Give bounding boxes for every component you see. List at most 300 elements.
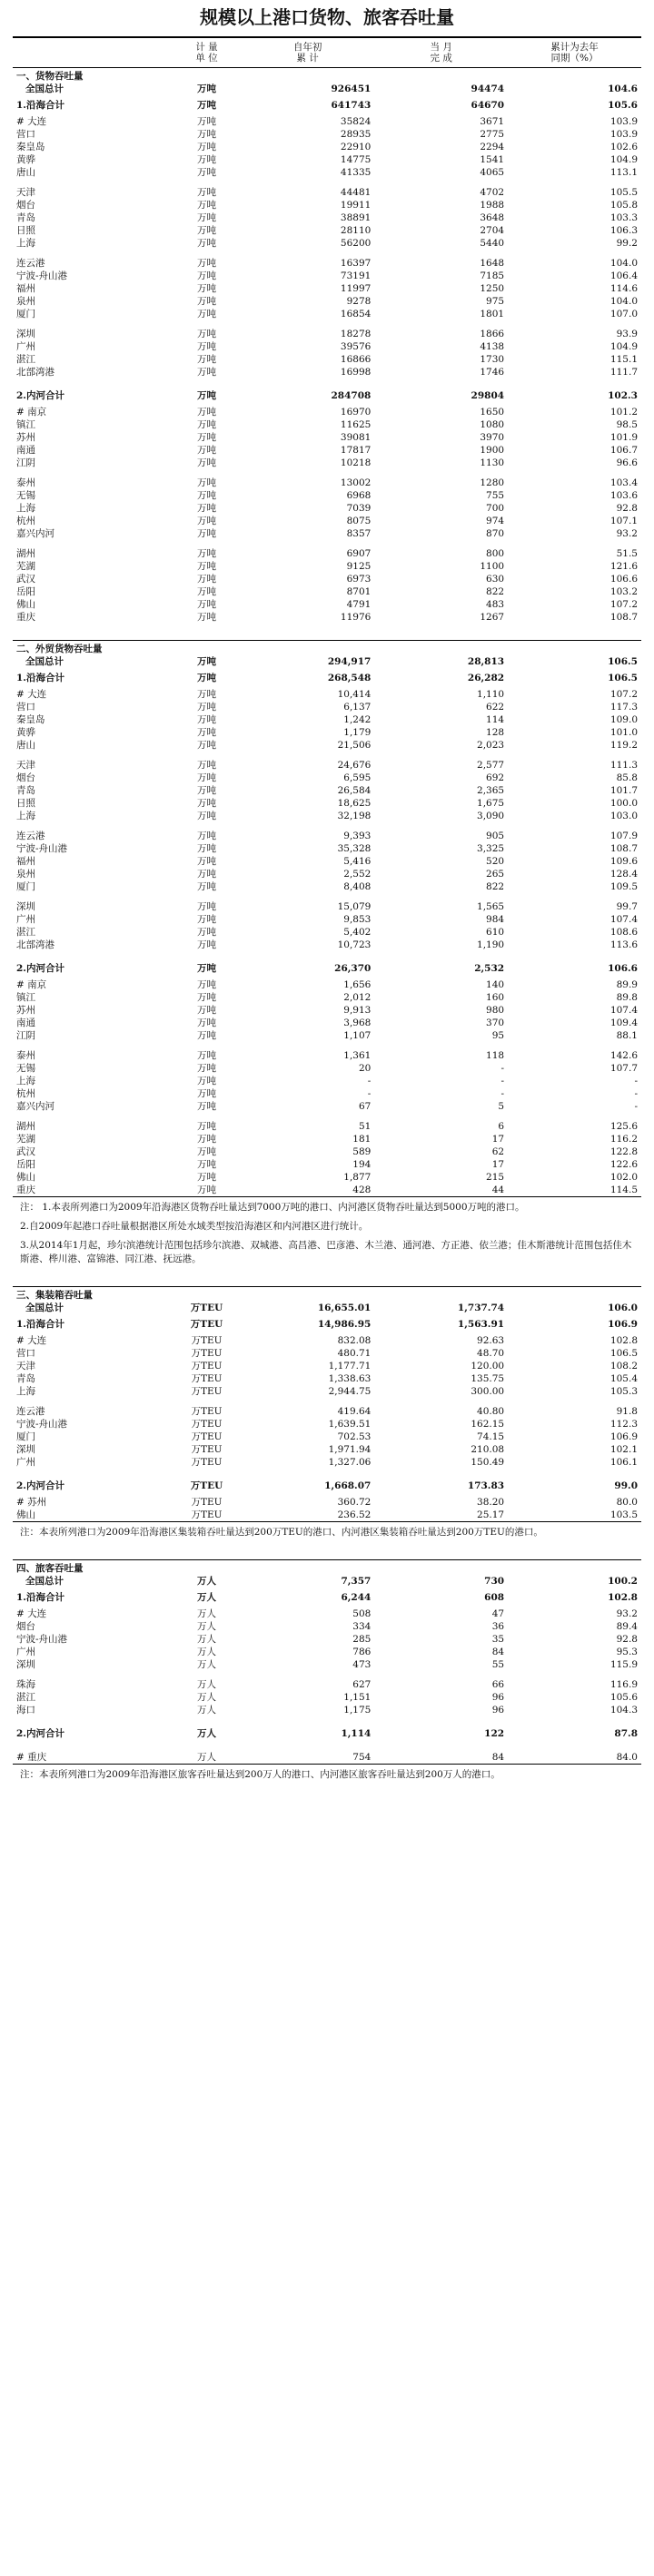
pct-value: 104.3 [609, 1704, 638, 1716]
unit: 万吨 [197, 772, 217, 783]
month-value: 1988 [480, 199, 505, 211]
port-name: 重庆 [16, 1184, 35, 1195]
pct-value: 98.5 [616, 418, 638, 430]
unit: 万人 [197, 1727, 217, 1739]
port-name: 佛山 [16, 598, 35, 610]
ytd-value: 1,175 [343, 1704, 372, 1716]
month-value: 29804 [471, 389, 505, 401]
unit: 万吨 [197, 257, 217, 269]
unit: 万吨 [197, 502, 217, 514]
ytd-value: 5,402 [343, 926, 372, 938]
ytd-value: 32,198 [337, 810, 372, 821]
pct-value: 102.8 [608, 1591, 638, 1603]
group-gap [13, 320, 641, 328]
port-row [13, 328, 641, 340]
header-unit-line2: 单 位 [195, 53, 218, 64]
month-value: 730 [484, 1575, 505, 1587]
pct-value: 106.5 [608, 672, 638, 683]
pct-value: - [634, 1087, 638, 1099]
month-value: 215 [486, 1171, 505, 1183]
port-name: 芜湖 [16, 560, 35, 572]
group-gap [13, 1398, 641, 1405]
pct-value: 128.4 [609, 868, 638, 880]
ytd-value: 1,151 [343, 1691, 372, 1703]
group-gap [13, 822, 641, 830]
port-name: 厦门 [16, 880, 35, 892]
ytd-value: 18,625 [337, 797, 372, 809]
unit: 万吨 [197, 573, 217, 585]
month-value: 1,737.74 [457, 1302, 505, 1313]
pct-value: 125.6 [609, 1120, 638, 1132]
section-title: 四、旅客吞吐量 [13, 1560, 641, 1576]
month-value: 120.00 [471, 1360, 505, 1372]
pct-value: 89.8 [616, 991, 638, 1003]
pct-value: 99.0 [614, 1480, 638, 1491]
port-name: 上海 [16, 502, 35, 514]
header-ytd-line1: 自年初 [292, 42, 322, 53]
unit: 万吨 [197, 560, 217, 572]
port-row [13, 784, 641, 797]
port-name: # 大连 [16, 1608, 47, 1619]
port-name: 北部湾港 [16, 366, 54, 378]
port-name: 全国总计 [25, 83, 64, 94]
port-name: 2.内河合计 [16, 962, 64, 974]
port-row [13, 1087, 641, 1100]
group-gap [13, 951, 641, 959]
port-name: 天津 [16, 186, 35, 198]
ytd-value: 2,944.75 [328, 1385, 372, 1397]
port-row [13, 1334, 641, 1347]
ytd-value: 56200 [340, 237, 372, 249]
unit: 万吨 [197, 308, 217, 320]
ytd-value: 16866 [340, 353, 372, 365]
ytd-value: 9,853 [343, 913, 372, 925]
month-value: 62 [491, 1145, 505, 1157]
port-name: 2.内河合计 [16, 1480, 64, 1491]
port-name: 上海 [16, 1385, 35, 1397]
pct-value: 109.5 [609, 880, 638, 892]
unit: 万TEU [190, 1318, 223, 1330]
month-value: 370 [486, 1017, 505, 1028]
unit: 万TEU [191, 1509, 223, 1520]
gap-cell [13, 1113, 641, 1120]
gap-cell [13, 250, 641, 257]
unit: 万TEU [191, 1347, 223, 1359]
month-value: 2294 [480, 141, 505, 152]
port-row [13, 418, 641, 431]
pct-value: 107.9 [609, 830, 638, 841]
ytd-value: 1,242 [343, 713, 372, 725]
month-value: 135.75 [471, 1372, 505, 1384]
ytd-value: 832.08 [337, 1334, 372, 1346]
month-value: 265 [486, 868, 505, 880]
unit: 万吨 [197, 1100, 217, 1112]
port-row [13, 1633, 641, 1646]
month-value: 630 [486, 573, 505, 585]
port-row [13, 1017, 641, 1029]
port-name: 厦门 [16, 1431, 35, 1442]
pct-value: 106.9 [608, 1318, 638, 1330]
month-value: 160 [486, 991, 505, 1003]
port-name: # 苏州 [16, 1496, 47, 1508]
port-row [13, 1509, 641, 1522]
ytd-value: 419.64 [337, 1405, 372, 1417]
port-name: 深圳 [16, 900, 35, 912]
ytd-value: 28110 [340, 224, 372, 236]
port-row [13, 237, 641, 250]
month-value: 822 [486, 585, 505, 597]
gap-cell [13, 469, 641, 477]
port-name: 福州 [16, 282, 35, 294]
port-row [13, 880, 641, 893]
port-name: 2.内河合计 [16, 389, 64, 401]
port-name: 福州 [16, 855, 35, 867]
ytd-value: 9278 [346, 295, 372, 307]
pct-value: 99.7 [616, 900, 638, 912]
pct-value: 84.0 [616, 1751, 638, 1763]
pct-value: 107.4 [609, 913, 638, 925]
pct-value: 91.8 [616, 1405, 638, 1417]
ytd-value: 10218 [340, 457, 372, 468]
port-row [13, 810, 641, 822]
unit: 万TEU [191, 1443, 223, 1455]
pct-value: 101.2 [609, 406, 638, 418]
port-row [13, 340, 641, 353]
unit: 万吨 [197, 978, 217, 990]
pct-value: 93.2 [616, 1608, 638, 1619]
subtotal-row [13, 668, 641, 688]
port-row [13, 295, 641, 308]
port-name: 青岛 [16, 211, 35, 223]
unit: 万吨 [197, 1075, 217, 1086]
port-name: # 大连 [16, 115, 47, 127]
port-row [13, 1658, 641, 1671]
pct-value: 92.8 [616, 502, 638, 514]
port-row [13, 726, 641, 739]
port-row [13, 1443, 641, 1456]
unit: 万人 [197, 1678, 217, 1690]
ytd-value: 428 [352, 1184, 372, 1195]
month-value: 822 [486, 880, 505, 892]
header-unit [173, 37, 241, 68]
port-row [13, 1100, 641, 1113]
unit: 万吨 [197, 1049, 217, 1061]
port-row [13, 115, 641, 128]
unit: 万人 [197, 1591, 217, 1603]
group-gap [13, 1744, 641, 1751]
port-row [13, 128, 641, 141]
port-row [13, 1120, 641, 1133]
ytd-value: 473 [352, 1658, 372, 1670]
ytd-value: 1,327.06 [328, 1456, 372, 1468]
unit: 万吨 [197, 1017, 217, 1028]
month-value: 1250 [480, 282, 505, 294]
month-value: 17 [491, 1158, 505, 1170]
unit: 万吨 [197, 784, 217, 796]
month-value: 610 [486, 926, 505, 938]
port-row [13, 1004, 641, 1017]
group-gap [13, 752, 641, 759]
port-row [13, 547, 641, 560]
port-name: 宁波-舟山港 [16, 1633, 68, 1645]
month-value: 1,565 [477, 900, 505, 912]
header-month-line2: 完 成 [430, 53, 452, 64]
month-value: 2,532 [474, 962, 505, 974]
unit: 万吨 [197, 1062, 217, 1074]
port-row [13, 688, 641, 701]
month-value: 95 [491, 1029, 505, 1041]
ytd-value: 284708 [331, 389, 372, 401]
unit: 万TEU [191, 1496, 223, 1508]
month-value: 1541 [480, 153, 505, 165]
section-heading-row [13, 68, 641, 84]
port-name: 苏州 [16, 1004, 35, 1016]
ytd-value: 8357 [346, 527, 372, 539]
pct-value: 111.7 [609, 366, 638, 378]
subtotal-row [13, 1314, 641, 1334]
month-value: 17 [491, 1133, 505, 1145]
unit: 万吨 [197, 515, 217, 526]
port-row [13, 1158, 641, 1171]
port-name: 泰州 [16, 1049, 35, 1061]
port-row [13, 1133, 641, 1145]
pct-value: 95.3 [616, 1646, 638, 1657]
unit: 万吨 [197, 1133, 217, 1145]
pct-value: 116.9 [609, 1678, 638, 1690]
ytd-value: 1,656 [343, 978, 372, 990]
port-row [13, 1704, 641, 1716]
ytd-value: 6,137 [343, 701, 372, 713]
month-value: 1,675 [477, 797, 505, 809]
section-heading-row [13, 641, 641, 656]
pct-value: 104.0 [609, 295, 638, 307]
gap-cell [13, 379, 641, 386]
month-value: 55 [491, 1658, 505, 1670]
subtotal-row [13, 1588, 641, 1608]
unit: 万吨 [197, 527, 217, 539]
port-row [13, 830, 641, 842]
port-name: 宁波-舟山港 [16, 842, 68, 854]
port-name: 泰州 [16, 477, 35, 488]
unit: 万吨 [197, 224, 217, 236]
port-row [13, 978, 641, 991]
port-name: 苏州 [16, 431, 35, 443]
port-row [13, 1751, 641, 1765]
ytd-value: 26,370 [334, 962, 372, 974]
port-row [13, 1620, 641, 1633]
gap-cell [13, 1398, 641, 1405]
ytd-value: 754 [352, 1751, 372, 1763]
unit: 万吨 [197, 701, 217, 713]
pct-value: 105.4 [609, 1372, 638, 1384]
ytd-value: 8075 [346, 515, 372, 526]
unit: 万吨 [197, 842, 217, 854]
port-row [13, 1691, 641, 1704]
port-row [13, 842, 641, 855]
port-row [13, 1360, 641, 1372]
subtotal-row [13, 959, 641, 978]
ytd-value: 2,012 [343, 991, 372, 1003]
month-value: 40.80 [477, 1405, 505, 1417]
port-name: 佛山 [16, 1509, 35, 1520]
month-value: - [500, 1062, 505, 1074]
ytd-value: 16998 [340, 366, 372, 378]
ytd-value: 14,986.95 [317, 1318, 372, 1330]
pct-value: 106.4 [609, 270, 638, 281]
unit: 万人 [197, 1633, 217, 1645]
pct-value: 117.3 [609, 701, 638, 713]
unit: 万TEU [191, 1405, 223, 1417]
ytd-value: 41335 [340, 166, 372, 178]
pct-value: 106.5 [608, 655, 638, 667]
ytd-value: 1,177.71 [328, 1360, 372, 1372]
ytd-value: 67 [358, 1100, 372, 1112]
group-gap [13, 893, 641, 900]
ytd-value: 508 [352, 1608, 372, 1619]
ytd-value: 1,639.51 [328, 1418, 372, 1430]
month-value: 1,563.91 [457, 1318, 505, 1330]
month-value: 5 [498, 1100, 505, 1112]
port-name: 全国总计 [25, 1302, 64, 1313]
port-name: 武汉 [16, 1145, 35, 1157]
header-month-line1: 当 月 [430, 42, 452, 53]
port-name: 北部湾港 [16, 939, 54, 950]
ytd-value: 285 [352, 1633, 372, 1645]
unit: 万吨 [197, 444, 217, 456]
total-row [13, 83, 641, 95]
port-name: 珠海 [16, 1678, 35, 1690]
port-row [13, 1405, 641, 1418]
unit: 万吨 [197, 406, 217, 418]
month-value: 1900 [480, 444, 505, 456]
port-name: 营口 [16, 701, 35, 713]
month-value: 38.20 [477, 1496, 505, 1508]
ytd-value: 6968 [346, 489, 372, 501]
month-value: 66 [491, 1678, 505, 1690]
unit: 万吨 [197, 598, 217, 610]
port-name: 泉州 [16, 868, 35, 880]
month-value: 26,282 [467, 672, 505, 683]
pct-value: 103.9 [609, 115, 638, 127]
note-text: 注： 1.本表所列港口为2009年沿海港区货物吞吐量达到7000万吨的港口、内河港区货物吞吐量达到5000万吨的港口。 [13, 1197, 641, 1219]
subtotal-row [13, 1476, 641, 1496]
section-spacer [13, 624, 641, 641]
gap-cell [13, 893, 641, 900]
ytd-value: 19911 [340, 199, 372, 211]
pct-value: 102.1 [609, 1443, 638, 1455]
unit: 万吨 [197, 153, 217, 165]
port-row [13, 186, 641, 199]
unit: 万吨 [197, 328, 217, 339]
ytd-value: 44481 [340, 186, 372, 198]
port-name: 武汉 [16, 573, 35, 585]
port-name: 无锡 [16, 489, 35, 501]
port-name: 秦皇岛 [16, 141, 45, 152]
unit: 万吨 [197, 295, 217, 307]
note-text: 3.从2014年1月起，珍尔滨港统计范围包括珍尔滨港、双城港、高昌港、巴彦港、木兰港、通河港、方正港、依兰港；佳木斯港统计范围包括佳木斯港、桦川港、富锦港、同江港、抚远港。 [20, 1240, 632, 1264]
month-value: 3671 [480, 115, 505, 127]
ytd-value: 360.72 [337, 1496, 372, 1508]
group-gap [13, 1671, 641, 1678]
pct-value: 109.4 [609, 1017, 638, 1028]
throughput-table [13, 36, 641, 1785]
pct-value: 105.6 [609, 1691, 638, 1703]
port-name: 连云港 [16, 830, 45, 841]
unit: 万吨 [197, 186, 217, 198]
gap-cell [13, 1744, 641, 1751]
month-value: 92.63 [477, 1334, 505, 1346]
unit: 万吨 [197, 913, 217, 925]
pct-value: 121.6 [609, 560, 638, 572]
unit: 万吨 [197, 713, 217, 725]
port-name: 深圳 [16, 328, 35, 339]
unit: 万吨 [197, 270, 217, 281]
port-name: 江阴 [16, 457, 35, 468]
unit: 万TEU [191, 1456, 223, 1468]
port-name: 广州 [16, 340, 35, 352]
port-name: 2.内河合计 [16, 1727, 64, 1739]
month-value: 44 [491, 1184, 505, 1195]
port-row [13, 868, 641, 880]
ytd-value: 3,968 [343, 1017, 372, 1028]
month-value: 1100 [480, 560, 505, 572]
pct-value: 107.2 [609, 688, 638, 700]
unit: 万吨 [197, 611, 217, 623]
ytd-value: 51 [358, 1120, 372, 1132]
port-name: 岳阳 [16, 1158, 35, 1170]
port-name: 黄骅 [16, 726, 35, 738]
port-name: 上海 [16, 237, 35, 249]
unit: 万TEU [191, 1418, 223, 1430]
port-name: # 重庆 [16, 1751, 47, 1763]
pct-value: 102.8 [609, 1334, 638, 1346]
port-row [13, 759, 641, 772]
unit: 万吨 [197, 199, 217, 211]
port-name: 湛江 [16, 926, 35, 938]
ytd-value: 7,357 [341, 1575, 372, 1587]
month-value: - [500, 1075, 505, 1086]
month-value: 980 [486, 1004, 505, 1016]
unit: 万人 [197, 1658, 217, 1670]
month-value: 2775 [480, 128, 505, 140]
pct-value: 107.1 [609, 515, 638, 526]
month-value: 3,090 [477, 810, 505, 821]
month-value: 96 [491, 1691, 505, 1703]
pct-value: 106.1 [609, 1456, 638, 1468]
ytd-value: 1,877 [343, 1171, 372, 1183]
port-name: 天津 [16, 759, 35, 771]
month-value: 300.00 [471, 1385, 505, 1397]
month-value: 800 [486, 547, 505, 559]
unit: 万人 [197, 1751, 217, 1763]
ytd-value: 8701 [346, 585, 372, 597]
month-value: 1280 [480, 477, 505, 488]
header-unit-line1: 计 量 [195, 42, 218, 53]
pct-value: 106.7 [609, 444, 638, 456]
pct-value: 104.9 [609, 340, 638, 352]
ytd-value: 181 [352, 1133, 372, 1145]
unit: 万吨 [197, 1029, 217, 1041]
unit: 万TEU [190, 1302, 223, 1313]
ytd-value: 10,723 [337, 939, 372, 950]
port-name: 镇江 [16, 418, 35, 430]
port-row [13, 308, 641, 320]
section-spacer [13, 1543, 641, 1560]
table-body [13, 68, 641, 1786]
note-text: 注：本表所列港口为2009年沿海港区旅客吞吐量达到200万人的港口、内河港区旅客吞吐量达到200万人的港口。 [13, 1765, 641, 1786]
port-row [13, 1496, 641, 1509]
port-name: 湖州 [16, 1120, 35, 1132]
